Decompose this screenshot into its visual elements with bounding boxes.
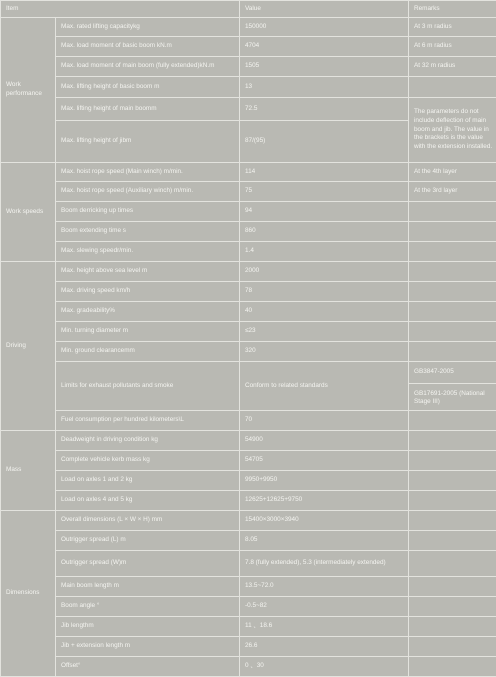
remarks-cell — [409, 77, 496, 98]
value-cell: 54705 — [240, 450, 409, 470]
param-cell: Max. driving speed km/h — [56, 282, 240, 302]
value-cell: 12625+12625+9750 — [240, 490, 409, 510]
remarks-cell — [409, 470, 496, 490]
remarks-cell — [409, 450, 496, 470]
table-row — [1, 37, 496, 57]
value-cell: 11 、18.6 — [240, 616, 409, 636]
table-row — [1, 342, 496, 362]
value-cell: 1505 — [240, 57, 409, 77]
value-cell: 15400×3000×3940 — [240, 510, 409, 530]
param-cell: Max. lifting height of jibm — [56, 121, 240, 163]
table-row — [1, 282, 496, 302]
table-row — [1, 596, 496, 616]
value-cell: 1.4 — [240, 242, 409, 262]
value-cell: 8.05 — [240, 530, 409, 550]
param-cell: Max. hoist rope speed (Auxiliary winch) m/min. — [56, 182, 240, 202]
value-cell: 9950+9950 — [240, 470, 409, 490]
remarks-cell — [409, 302, 496, 322]
remarks-cell — [409, 510, 496, 530]
value-cell: 87/(95) — [240, 121, 409, 163]
param-cell: Boom extending time s — [56, 222, 240, 242]
param-cell: Max. lifting height of main boomm — [56, 98, 240, 121]
table-row — [1, 242, 496, 262]
value-cell: 54900 — [240, 430, 409, 450]
param-cell: Load on axles 4 and 5 kg — [56, 490, 240, 510]
table-row — [1, 77, 496, 98]
value-cell: 7.8 (fully extended), 5.3 (intermediately extended) — [240, 550, 409, 576]
remarks-cell — [409, 596, 496, 616]
value-cell: 4704 — [240, 37, 409, 57]
table-row — [1, 202, 496, 222]
remarks-standard-gb3847: GB3847-2005 — [409, 362, 496, 384]
table-row — [1, 322, 496, 342]
remarks-cell — [409, 636, 496, 656]
value-cell: Conform to related standards — [240, 362, 409, 411]
header-row — [1, 1, 496, 18]
table-row — [1, 636, 496, 656]
param-cell: Max. gradeability% — [56, 302, 240, 322]
table-row — [1, 530, 496, 550]
remarks-cell — [409, 322, 496, 342]
table-row — [1, 550, 496, 576]
value-cell: 0 、30 — [240, 656, 409, 676]
param-cell: Max. load moment of basic boom kN.m — [56, 37, 240, 57]
param-cell: Overall dimensions (L × W × H) mm — [56, 510, 240, 530]
value-cell: 72.5 — [240, 98, 409, 121]
remarks-cell — [409, 616, 496, 636]
param-cell: Jib lengthm — [56, 616, 240, 636]
group-label-driving: Driving — [1, 262, 56, 431]
table-row — [1, 262, 496, 282]
table-row — [1, 362, 496, 411]
remarks-cell: The parameters do not include deflection of main boom and jib. The value in the brackets is the value with the extension installed. — [409, 98, 496, 163]
remarks-cell — [409, 550, 496, 576]
param-cell: Max. height above sea level m — [56, 262, 240, 282]
param-cell: Fuel consumption per hundred kilometers\L — [56, 410, 240, 430]
param-cell: Max. slewing speedr/min. — [56, 242, 240, 262]
table-row — [1, 656, 496, 676]
param-cell: Limits for exhaust pollutants and smoke — [56, 362, 240, 411]
table-row — [1, 576, 496, 596]
group-label-mass: Mass — [1, 430, 56, 510]
remarks-cell: At the 4th layer — [409, 163, 496, 182]
remarks-cell — [409, 656, 496, 676]
value-cell: 150000 — [240, 18, 409, 37]
remarks-cell — [409, 202, 496, 222]
param-cell: Outrigger spread (W)m — [56, 550, 240, 576]
table-row — [1, 410, 496, 430]
param-cell: Load on axles 1 and 2 kg — [56, 470, 240, 490]
remarks-cell: At 3 m radius — [409, 18, 496, 37]
param-cell: Boom angle ° — [56, 596, 240, 616]
param-cell: Jib + extension length m — [56, 636, 240, 656]
table-row — [1, 616, 496, 636]
value-cell: 40 — [240, 302, 409, 322]
value-cell: 114 — [240, 163, 409, 182]
remarks-cell — [409, 282, 496, 302]
header-item: Item — [1, 1, 240, 18]
remarks-cell — [409, 362, 496, 411]
table-row — [1, 182, 496, 202]
param-cell: Max. hoist rope speed (Main winch) m/min. — [56, 163, 240, 182]
header-remarks: Remarks — [409, 1, 496, 18]
param-cell: Complete vehicle kerb mass kg — [56, 450, 240, 470]
group-label-work-speeds: Work speeds — [1, 163, 56, 262]
param-cell: Max. lifting height of basic boom m — [56, 77, 240, 98]
table-row — [1, 18, 496, 37]
table-row — [1, 510, 496, 530]
table-row — [1, 450, 496, 470]
param-cell: Offset° — [56, 656, 240, 676]
remarks-cell: At the 3rd layer — [409, 182, 496, 202]
value-cell: 13.5~72.0 — [240, 576, 409, 596]
param-cell: Outrigger spread (L) m — [56, 530, 240, 550]
remarks-cell: At 6 m radius — [409, 37, 496, 57]
table-row — [1, 490, 496, 510]
value-cell: 78 — [240, 282, 409, 302]
param-cell: Boom derricking up times — [56, 202, 240, 222]
param-cell: Min. turning diameter m — [56, 322, 240, 342]
value-cell: 860 — [240, 222, 409, 242]
value-cell: 320 — [240, 342, 409, 362]
group-label-work-performance: Work performance — [1, 18, 56, 163]
table-row — [1, 430, 496, 450]
remarks-cell — [409, 222, 496, 242]
header-value: Value — [240, 1, 409, 18]
value-cell: -0.5~82 — [240, 596, 409, 616]
value-cell: ≤23 — [240, 322, 409, 342]
param-cell: Max. load moment of main boom (fully extended)kN.m — [56, 57, 240, 77]
remarks-cell — [409, 242, 496, 262]
remarks-cell — [409, 342, 496, 362]
param-cell: Deadweight in driving condition kg — [56, 430, 240, 450]
value-cell: 2000 — [240, 262, 409, 282]
table-row — [1, 222, 496, 242]
value-cell: 94 — [240, 202, 409, 222]
param-cell: Main boom length m — [56, 576, 240, 596]
remarks-cell — [409, 490, 496, 510]
param-cell: Max. rated lifting capacitykg — [56, 18, 240, 37]
table-row — [1, 98, 496, 121]
remarks-cell: At 32 m radius — [409, 57, 496, 77]
remarks-cell — [409, 410, 496, 430]
value-cell: 75 — [240, 182, 409, 202]
table-row — [1, 163, 496, 182]
param-cell: Min. ground clearancemm — [56, 342, 240, 362]
group-label-dimensions: Dimensions — [1, 510, 56, 676]
table-row — [1, 57, 496, 77]
remarks-cell — [409, 576, 496, 596]
value-cell: 13 — [240, 77, 409, 98]
remarks-cell — [409, 430, 496, 450]
value-cell: 26.6 — [240, 636, 409, 656]
remarks-cell — [409, 530, 496, 550]
table-row — [1, 470, 496, 490]
remarks-standard-gb17691: GB17691-2005 (National Stage III) — [414, 384, 493, 410]
table-row — [1, 302, 496, 322]
remarks-cell — [409, 262, 496, 282]
value-cell: 70 — [240, 410, 409, 430]
